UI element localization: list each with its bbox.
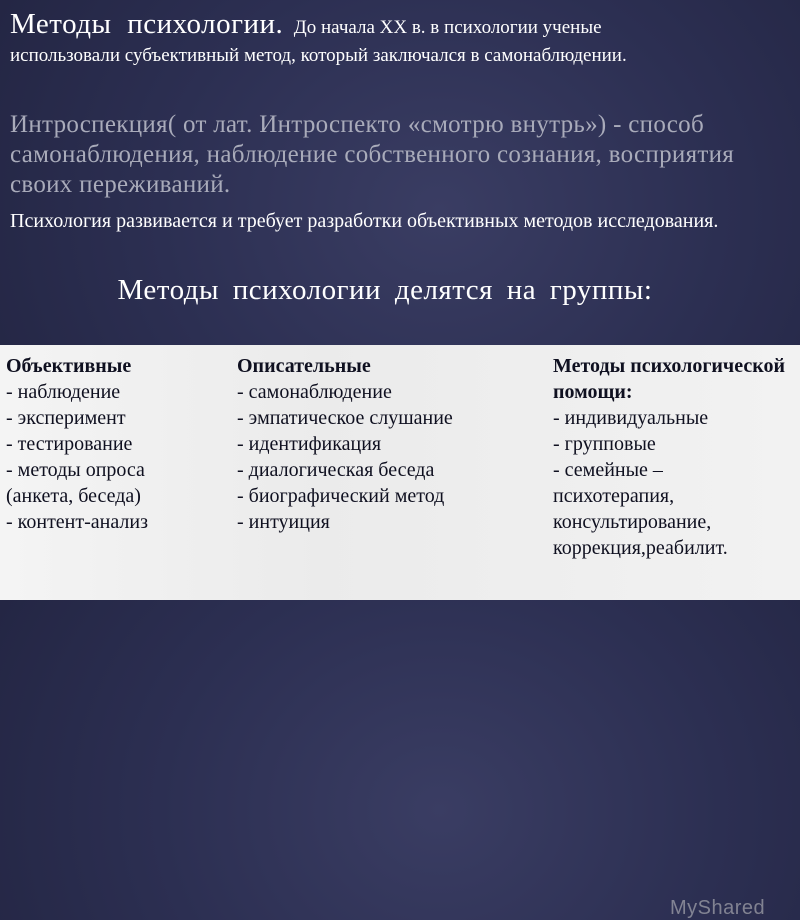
list-item: психотерапия, xyxy=(553,485,675,507)
method-groups-panel xyxy=(0,345,800,919)
column-descriptive xyxy=(237,353,537,535)
intro-text-first-line: До начала XX в. в психологии ученые xyxy=(293,17,602,38)
heading-line xyxy=(10,8,790,41)
column-title: Объективные xyxy=(6,355,132,377)
list-item: - идентификация xyxy=(237,433,382,455)
column-list xyxy=(553,405,793,561)
slide-title: Методы психологии. xyxy=(10,8,284,40)
list-item: - индивидуальные xyxy=(553,407,709,429)
list-item: - диалогическая беседа xyxy=(237,459,435,481)
column-title: Описательные xyxy=(237,355,371,377)
development-statement: Психология развивается и требует разработки объективных методов исследования. xyxy=(10,210,719,232)
watermark: MyShared xyxy=(670,897,766,919)
intro-text-continuation: использовали субъективный метод, который заключался в самонаблюдении. xyxy=(10,45,627,66)
column-list xyxy=(237,379,537,535)
list-item: - контент-анализ xyxy=(6,511,149,533)
list-item: - групповые xyxy=(553,433,656,455)
column-psychological-help xyxy=(553,353,793,561)
groups-heading: Методы психологии делятся на группы: xyxy=(117,274,653,306)
column-list xyxy=(6,379,226,535)
list-item: - эксперимент xyxy=(6,407,126,429)
column-title: Методы психологической помощи: xyxy=(553,355,785,403)
list-item: консультирование, коррекция,реабилит. xyxy=(553,511,728,559)
list-item: - биографический метод xyxy=(237,485,445,507)
introspection-definition: Интроспекция( от лат. Интроспекто «смотрю внутрь») - способ самонаблюдения, наблюдение собственного сознания, восприятия своих переживаний. xyxy=(10,111,735,198)
list-item: - тестирование xyxy=(6,433,133,455)
column-objective xyxy=(6,353,226,535)
list-item: (анкета, беседа) xyxy=(6,485,141,507)
list-item: - семейные – xyxy=(553,459,663,481)
list-item: - наблюдение xyxy=(6,381,121,403)
list-item: - интуиция xyxy=(237,511,330,533)
list-item: - методы опроса xyxy=(6,459,145,481)
list-item: - самонаблюдение xyxy=(237,381,392,403)
list-item: - эмпатическое слушание xyxy=(237,407,453,429)
